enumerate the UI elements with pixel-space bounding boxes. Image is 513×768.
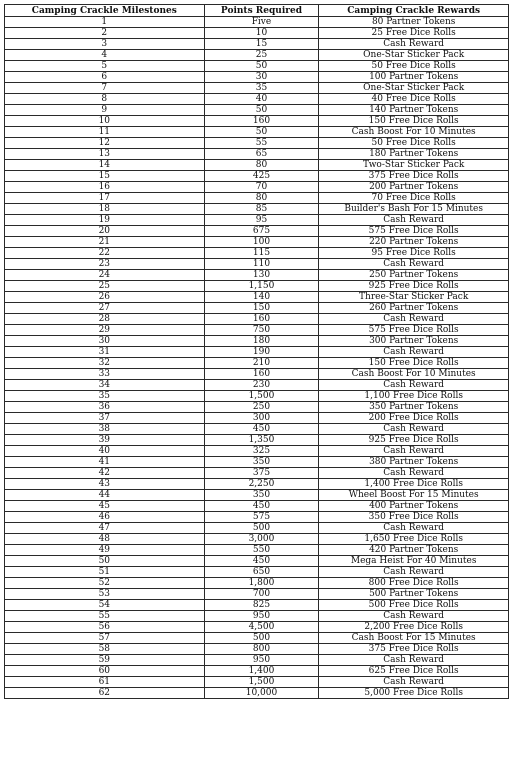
milestone-cell: 37 [5,413,205,424]
reward-cell: 925 Free Dice Rolls [319,281,509,292]
table-row [5,226,509,237]
points-cell: 110 [204,259,319,270]
table-row [5,479,509,490]
reward-cell: 250 Partner Tokens [319,270,509,281]
points-cell: 3,000 [204,534,319,545]
reward-cell: 500 Free Dice Rolls [319,600,509,611]
table-row [5,501,509,512]
points-cell: 950 [204,611,319,622]
milestone-cell: 36 [5,402,205,413]
table-row [5,435,509,446]
reward-cell: 5,000 Free Dice Rolls [319,688,509,699]
reward-cell: Cash Reward [319,655,509,666]
points-cell: 1,500 [204,677,319,688]
points-cell: 50 [204,105,319,116]
reward-cell: Cash Reward [319,259,509,270]
milestone-cell: 62 [5,688,205,699]
points-cell: 700 [204,589,319,600]
table-row [5,600,509,611]
table-row [5,204,509,215]
table-row [5,83,509,94]
milestone-cell: 12 [5,138,205,149]
table-row [5,457,509,468]
table-row [5,105,509,116]
reward-cell: 70 Free Dice Rolls [319,193,509,204]
reward-cell: 575 Free Dice Rolls [319,325,509,336]
reward-cell: Cash Reward [319,523,509,534]
table-row [5,545,509,556]
table-row [5,523,509,534]
table-row [5,127,509,138]
reward-cell: Cash Reward [319,446,509,457]
table-row [5,556,509,567]
reward-cell: 575 Free Dice Rolls [319,226,509,237]
milestone-cell: 20 [5,226,205,237]
milestone-cell: 8 [5,94,205,105]
reward-cell: Cash Reward [319,611,509,622]
points-cell: 450 [204,501,319,512]
points-cell: 50 [204,61,319,72]
milestone-cell: 30 [5,336,205,347]
milestone-cell: 13 [5,149,205,160]
reward-cell: 350 Free Dice Rolls [319,512,509,523]
reward-cell: 400 Partner Tokens [319,501,509,512]
points-cell: 1,500 [204,391,319,402]
points-cell: 150 [204,303,319,314]
milestone-cell: 6 [5,72,205,83]
points-cell: 450 [204,424,319,435]
milestone-cell: 48 [5,534,205,545]
milestone-cell: 7 [5,83,205,94]
points-cell: 160 [204,314,319,325]
reward-cell: 220 Partner Tokens [319,237,509,248]
milestone-cell: 16 [5,182,205,193]
points-cell: 1,350 [204,435,319,446]
table-row [5,380,509,391]
points-cell: Five [204,17,319,28]
table-row [5,534,509,545]
table-row [5,149,509,160]
table-row [5,347,509,358]
header-milestones: Camping Crackle Milestones [5,5,205,17]
points-cell: 160 [204,369,319,380]
milestone-cell: 31 [5,347,205,358]
points-cell: 300 [204,413,319,424]
milestone-cell: 28 [5,314,205,325]
reward-cell: 300 Partner Tokens [319,336,509,347]
points-cell: 65 [204,149,319,160]
table-row [5,369,509,380]
milestone-cell: 39 [5,435,205,446]
milestone-cell: 58 [5,644,205,655]
milestones-table [4,4,509,699]
points-cell: 85 [204,204,319,215]
reward-cell: 200 Partner Tokens [319,182,509,193]
reward-cell: Two-Star Sticker Pack [319,160,509,171]
milestone-cell: 44 [5,490,205,501]
reward-cell: Builder's Bash For 15 Minutes [319,204,509,215]
table-row [5,28,509,39]
reward-cell: One-Star Sticker Pack [319,50,509,61]
points-cell: 50 [204,127,319,138]
table-row [5,622,509,633]
milestone-cell: 18 [5,204,205,215]
milestone-cell: 10 [5,116,205,127]
milestone-cell: 25 [5,281,205,292]
reward-cell: Cash Reward [319,314,509,325]
milestone-cell: 38 [5,424,205,435]
milestone-cell: 33 [5,369,205,380]
table-row [5,215,509,226]
table-row [5,314,509,325]
points-cell: 100 [204,237,319,248]
reward-cell: Mega Heist For 40 Minutes [319,556,509,567]
table-row [5,325,509,336]
reward-cell: Cash Boost For 10 Minutes [319,127,509,138]
points-cell: 30 [204,72,319,83]
table-row [5,160,509,171]
points-cell: 190 [204,347,319,358]
table-row [5,611,509,622]
reward-cell: 150 Free Dice Rolls [319,358,509,369]
table-body [5,17,509,699]
milestone-cell: 57 [5,633,205,644]
reward-cell: Cash Reward [319,468,509,479]
points-cell: 4,500 [204,622,319,633]
reward-cell: 800 Free Dice Rolls [319,578,509,589]
milestone-cell: 27 [5,303,205,314]
reward-cell: 180 Partner Tokens [319,149,509,160]
table-row [5,281,509,292]
milestone-cell: 32 [5,358,205,369]
milestone-cell: 19 [5,215,205,226]
reward-cell: One-Star Sticker Pack [319,83,509,94]
milestone-cell: 43 [5,479,205,490]
points-cell: 800 [204,644,319,655]
reward-cell: 95 Free Dice Rolls [319,248,509,259]
points-cell: 15 [204,39,319,50]
milestone-cell: 29 [5,325,205,336]
table-row [5,182,509,193]
reward-cell: 40 Free Dice Rolls [319,94,509,105]
table-row [5,39,509,50]
table-row [5,336,509,347]
points-cell: 230 [204,380,319,391]
table-row [5,589,509,600]
points-cell: 825 [204,600,319,611]
reward-cell: 80 Partner Tokens [319,17,509,28]
reward-cell: 200 Free Dice Rolls [319,413,509,424]
reward-cell: 2,200 Free Dice Rolls [319,622,509,633]
points-cell: 325 [204,446,319,457]
header-row [5,5,509,17]
points-cell: 650 [204,567,319,578]
points-cell: 40 [204,94,319,105]
table-row [5,655,509,666]
points-cell: 675 [204,226,319,237]
milestone-cell: 40 [5,446,205,457]
table-row [5,259,509,270]
milestone-cell: 23 [5,259,205,270]
reward-cell: Cash Reward [319,39,509,50]
points-cell: 10 [204,28,319,39]
points-cell: 1,800 [204,578,319,589]
milestone-cell: 11 [5,127,205,138]
table-row [5,50,509,61]
points-cell: 95 [204,215,319,226]
reward-cell: 50 Free Dice Rolls [319,138,509,149]
table-row [5,358,509,369]
table-row [5,61,509,72]
milestone-cell: 53 [5,589,205,600]
table-row [5,633,509,644]
points-cell: 450 [204,556,319,567]
milestone-cell: 61 [5,677,205,688]
reward-cell: 50 Free Dice Rolls [319,61,509,72]
milestone-cell: 15 [5,171,205,182]
table-row [5,446,509,457]
reward-cell: 500 Partner Tokens [319,589,509,600]
milestone-cell: 56 [5,622,205,633]
table-row [5,391,509,402]
milestone-cell: 5 [5,61,205,72]
milestone-cell: 24 [5,270,205,281]
milestone-cell: 21 [5,237,205,248]
table-row [5,171,509,182]
milestone-cell: 55 [5,611,205,622]
points-cell: 550 [204,545,319,556]
points-cell: 35 [204,83,319,94]
milestone-cell: 22 [5,248,205,259]
reward-cell: 140 Partner Tokens [319,105,509,116]
milestone-cell: 9 [5,105,205,116]
points-cell: 500 [204,633,319,644]
reward-cell: Cash Boost For 10 Minutes [319,369,509,380]
points-cell: 210 [204,358,319,369]
points-cell: 160 [204,116,319,127]
reward-cell: 375 Free Dice Rolls [319,171,509,182]
points-cell: 350 [204,490,319,501]
points-cell: 80 [204,193,319,204]
points-cell: 2,250 [204,479,319,490]
milestone-cell: 47 [5,523,205,534]
reward-cell: 375 Free Dice Rolls [319,644,509,655]
points-cell: 1,150 [204,281,319,292]
table-row [5,424,509,435]
milestone-cell: 45 [5,501,205,512]
milestone-cell: 60 [5,666,205,677]
points-cell: 1,400 [204,666,319,677]
table-row [5,677,509,688]
milestone-cell: 49 [5,545,205,556]
reward-cell: 150 Free Dice Rolls [319,116,509,127]
reward-cell: Cash Reward [319,380,509,391]
points-cell: 425 [204,171,319,182]
milestone-cell: 46 [5,512,205,523]
table-row [5,270,509,281]
reward-cell: Cash Reward [319,424,509,435]
reward-cell: Cash Reward [319,347,509,358]
milestone-cell: 14 [5,160,205,171]
milestone-cell: 35 [5,391,205,402]
points-cell: 140 [204,292,319,303]
milestone-cell: 34 [5,380,205,391]
points-cell: 950 [204,655,319,666]
reward-cell: 420 Partner Tokens [319,545,509,556]
reward-cell: 1,400 Free Dice Rolls [319,479,509,490]
milestone-cell: 51 [5,567,205,578]
points-cell: 375 [204,468,319,479]
table-row [5,138,509,149]
points-cell: 55 [204,138,319,149]
milestone-cell: 4 [5,50,205,61]
reward-cell: 380 Partner Tokens [319,457,509,468]
milestone-cell: 26 [5,292,205,303]
points-cell: 80 [204,160,319,171]
table-row [5,94,509,105]
table-row [5,248,509,259]
points-cell: 130 [204,270,319,281]
points-cell: 115 [204,248,319,259]
table-row [5,17,509,28]
table-row [5,490,509,501]
points-cell: 350 [204,457,319,468]
points-cell: 575 [204,512,319,523]
reward-cell: 625 Free Dice Rolls [319,666,509,677]
table-row [5,402,509,413]
reward-cell: Cash Reward [319,567,509,578]
table-row [5,512,509,523]
milestone-cell: 17 [5,193,205,204]
reward-cell: Cash Reward [319,215,509,226]
points-cell: 250 [204,402,319,413]
points-cell: 25 [204,50,319,61]
reward-cell: 25 Free Dice Rolls [319,28,509,39]
header-rewards: Camping Crackle Rewards [319,5,509,17]
milestone-cell: 41 [5,457,205,468]
points-cell: 70 [204,182,319,193]
points-cell: 180 [204,336,319,347]
table-row [5,578,509,589]
reward-cell: Cash Reward [319,677,509,688]
reward-cell: 1,100 Free Dice Rolls [319,391,509,402]
milestone-cell: 52 [5,578,205,589]
points-cell: 750 [204,325,319,336]
table-row [5,666,509,677]
milestone-cell: 54 [5,600,205,611]
reward-cell: 350 Partner Tokens [319,402,509,413]
table-row [5,292,509,303]
reward-cell: 1,650 Free Dice Rolls [319,534,509,545]
milestone-cell: 59 [5,655,205,666]
reward-cell: 260 Partner Tokens [319,303,509,314]
table-row [5,688,509,699]
reward-cell: 925 Free Dice Rolls [319,435,509,446]
header-points: Points Required [204,5,319,17]
reward-cell: Cash Boost For 15 Minutes [319,633,509,644]
points-cell: 10,000 [204,688,319,699]
table-row [5,303,509,314]
table-row [5,468,509,479]
reward-cell: Three-Star Sticker Pack [319,292,509,303]
table-row [5,72,509,83]
reward-cell: 100 Partner Tokens [319,72,509,83]
table-row [5,644,509,655]
milestone-cell: 3 [5,39,205,50]
points-cell: 500 [204,523,319,534]
table-row [5,413,509,424]
milestone-cell: 1 [5,17,205,28]
table-row [5,193,509,204]
reward-cell: Wheel Boost For 15 Minutes [319,490,509,501]
table-row [5,567,509,578]
milestone-cell: 42 [5,468,205,479]
table-row [5,116,509,127]
table-row [5,237,509,248]
milestone-cell: 50 [5,556,205,567]
milestone-cell: 2 [5,28,205,39]
